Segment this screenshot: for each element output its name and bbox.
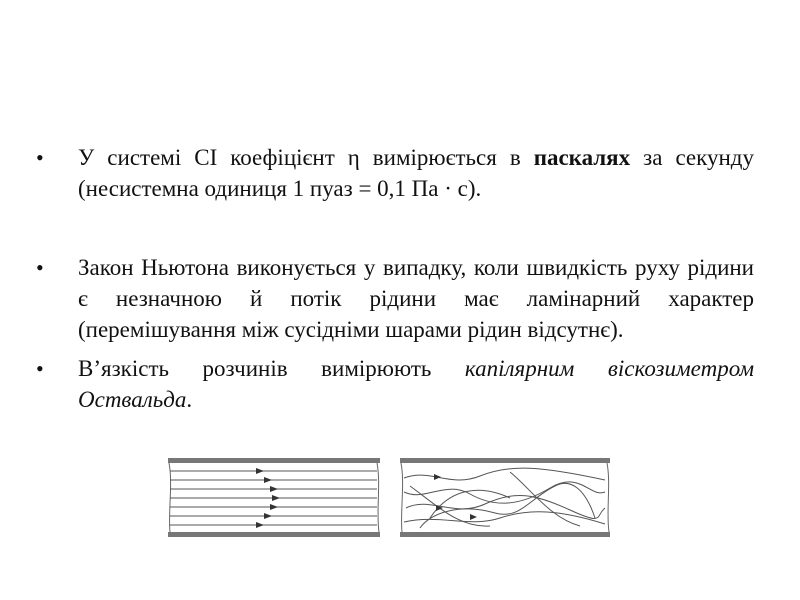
bullet-text-part: . [186, 387, 193, 412]
laminar-flow-diagram [168, 458, 380, 537]
bullet-dot: • [36, 145, 44, 170]
bullet-text-part: вимірюється в [359, 145, 534, 170]
bullet-text-part: за секунду (несистемна одиниця 1 пуаз = 0,1 Па · с). [78, 145, 755, 201]
bullet-text-part: В’язкість розчинів вимірюють [78, 356, 465, 381]
flow-figures [168, 458, 610, 540]
flow-diagrams-svg [168, 458, 610, 540]
bullet-dot: • [36, 356, 44, 381]
turbulent-flow-diagram [400, 458, 610, 537]
bullet-si-units [36, 142, 754, 204]
bullet-newton-law [36, 252, 754, 345]
bullet-viscometer [36, 353, 754, 415]
bold-term: паскалях [533, 145, 631, 170]
bullet-list [36, 142, 754, 415]
bullet-dot: • [36, 255, 44, 280]
italic-term: капілярним віскозиметром Оствальда [78, 356, 754, 412]
bullet-text: Закон Ньютона виконується у випадку, коли швидкість руху рідини є незначною й потік рідини має ламінарний характер (перемішування між сусідніми шарами рідин відсутнє). [78, 255, 754, 342]
eta-symbol: η [347, 145, 360, 170]
bullet-text-part: У системі СІ коефіцієнт [78, 145, 348, 170]
